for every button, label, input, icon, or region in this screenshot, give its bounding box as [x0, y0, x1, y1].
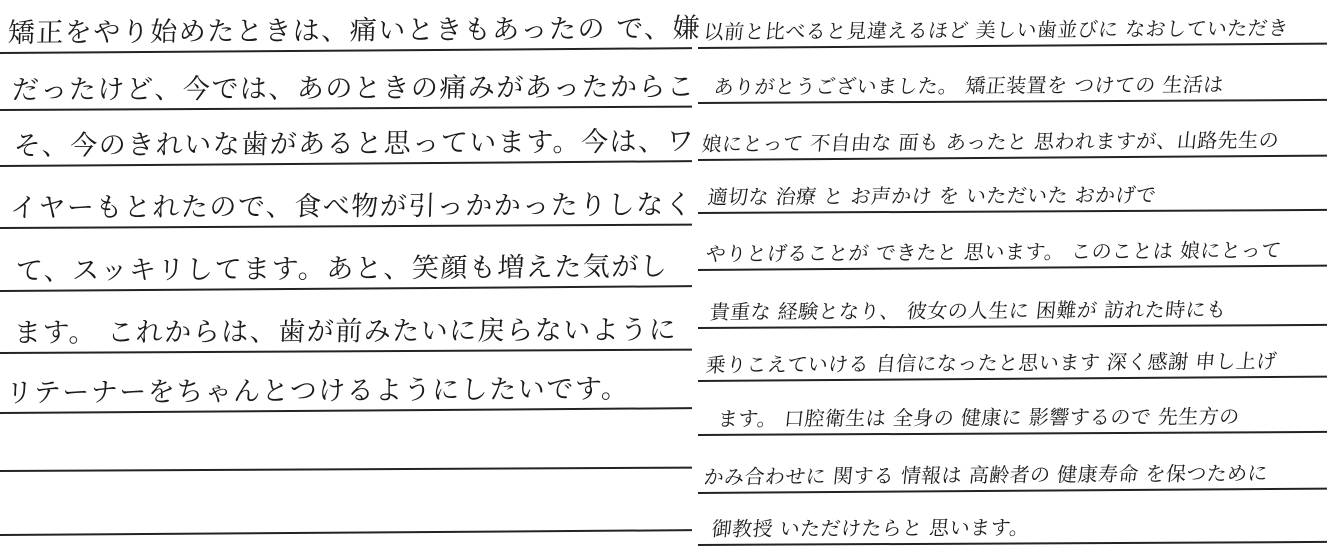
handwritten-text: ありがとうございました。 矯正装置を つけての 生活は [712, 72, 1225, 99]
handwritten-text: て、スッキリしてます。あと、笑顔も増えた気がし [15, 251, 669, 287]
handwritten-text: 乗りこえていける 自信になったと思います 深く感謝 申し上げ [704, 348, 1279, 377]
handwritten-text: 娘にとって 不自由な 面も あったと 思われますが、山路先生の [700, 127, 1281, 156]
text-line [0, 299, 692, 354]
text-line [0, 174, 692, 229]
text-line [0, 235, 692, 292]
handwritten-text: 御教授 いただけたらと 思います。 [710, 515, 1031, 541]
text-line [698, 219, 1327, 271]
handwritten-text: リテーナーをちゃんとつけるようにしたいです。 [5, 373, 630, 409]
handwritten-text: ます。 これからは、歯が前みたいに戻らないように [13, 314, 678, 349]
right-column [698, 0, 1327, 557]
handwritten-text: イヤーもとれたので、食べ物が引っかかったりしなく [9, 189, 694, 224]
ruled-line-empty [0, 479, 692, 536]
text-line [698, 442, 1327, 494]
handwritten-text: かみ合わせに 関する 情報は 高齢者の 健康寿命 を保つために [702, 461, 1270, 489]
text-line [0, 56, 697, 111]
text-line [698, 385, 1327, 436]
handwritten-text: だったけど、今では、あのときの痛みがあったからこ [11, 71, 697, 106]
handwritten-text: ます。 口腔衛生は 全身の 健康に 影響するので 先生方の [716, 404, 1241, 431]
ruled-line-empty [0, 417, 692, 472]
text-line [698, 278, 1327, 329]
text-line [0, 0, 702, 54]
text-line [698, 0, 1327, 49]
text-line [0, 110, 696, 167]
handwritten-text: そ、今のきれいな歯があると思っています。今は、ワ [13, 126, 696, 162]
handwritten-text: 適切な 治療 と お声かけ を いただいた おかげで [706, 182, 1158, 209]
text-line [698, 330, 1327, 382]
handwritten-text: 以前と比べると見違えるほど 美しい歯並びに なおしていただき [702, 15, 1290, 44]
text-line [698, 495, 1327, 546]
text-line [698, 109, 1327, 161]
handwritten-text: 貴重な 経験となり、 彼女の人生に 困難が 訪れた時にも [708, 297, 1228, 324]
text-line [698, 53, 1327, 104]
handwritten-text: やりとげることが できたと 思います。 このことは 娘にとって [704, 237, 1283, 266]
text-line [0, 357, 692, 414]
text-line [698, 163, 1327, 214]
handwritten-text: 矯正をやり始めたときは、痛いときもあったの で、嫌 [7, 13, 702, 49]
